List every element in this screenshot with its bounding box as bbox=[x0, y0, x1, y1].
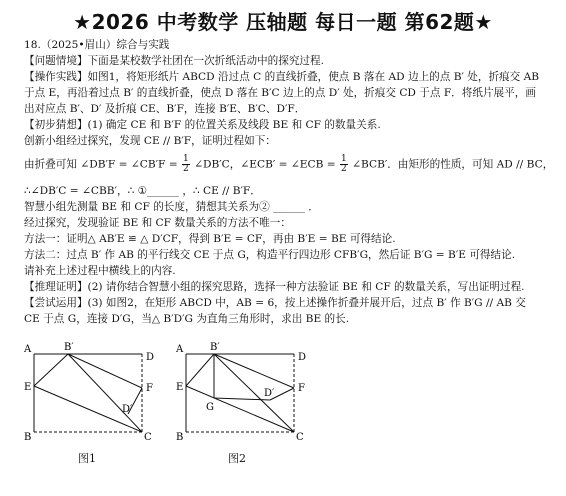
method-two-line: 方法二：过点 B′ 作 AB 的平行线交 CE 于点 G，构造平行四边形 CFB′G，然后证 B′G = B′E 可得结论. bbox=[24, 249, 516, 261]
label-A: A bbox=[24, 344, 32, 355]
operation-line-3: 出对应点 B′、D′ 及折痕 CE、B′F，连接 B′E、B′C、D′F． bbox=[24, 103, 306, 115]
problem-header: 18.（2025•眉山）综合与实践 bbox=[24, 39, 170, 51]
label-D-prime: D′ bbox=[264, 388, 275, 399]
method-one-line: 方法一：证明△ AB′E ≌ △ D′CF，得到 B′E = CF，再由 B′E = BE 可得结论. bbox=[24, 233, 396, 245]
figure-2-diagram bbox=[172, 340, 347, 450]
proof-part-2: ∠DB′C，∠ECB′ = ∠ECB = bbox=[194, 158, 336, 171]
label-E: E bbox=[176, 382, 184, 393]
label-G: G bbox=[206, 402, 214, 413]
figure-2-caption: 图2 bbox=[228, 452, 246, 465]
label-B-prime: B′ bbox=[210, 342, 220, 353]
application-line-1: 【尝试运用】(3) 如图2，在矩形 ABCD 中，AB = 6，按上述操作折叠并展开后，过点 B′ 作 B′G // AB 交 bbox=[24, 297, 526, 309]
label-B-prime: B′ bbox=[64, 342, 74, 353]
label-C: C bbox=[296, 432, 304, 443]
segment-B-prime-C bbox=[214, 354, 294, 432]
operation-line-2: 于点 E，再沿着过点 B′ 的直线折叠，使点 D 落在 B′C 边上的点 D′ 处，折痕交 CD 于点 F．将纸片展平，画 bbox=[24, 87, 536, 99]
segment-G-D-prime bbox=[214, 398, 270, 400]
proof-line bbox=[24, 155, 553, 174]
reasoning-proof-line: 【推理证明】(2) 请你结合智慧小组的探究思路，选择一种方法验证 BE 和 CF 的数量关系，写出证明过程. bbox=[24, 281, 525, 293]
operation-line-1: 【操作实践】如图1，将矩形纸片 ABCD 沿过点 C 的直线折叠，使点 B 落在 AD 边上的点 B′ 处，折痕交 AB bbox=[24, 71, 540, 83]
segment-EB-prime bbox=[34, 354, 68, 386]
crease-CE bbox=[186, 386, 294, 432]
segment-EB-prime bbox=[186, 354, 214, 386]
frac-numerator: 1 bbox=[341, 154, 347, 164]
label-F: F bbox=[146, 383, 153, 394]
label-D: D bbox=[146, 352, 155, 363]
figure-1-diagram bbox=[20, 340, 195, 450]
fraction-half-2 bbox=[340, 155, 348, 174]
label-C: C bbox=[144, 432, 152, 443]
crease-B-prime-F bbox=[68, 354, 142, 388]
label-F: F bbox=[298, 383, 305, 394]
label-D-prime: D′ bbox=[122, 404, 133, 415]
label-B: B bbox=[176, 432, 184, 443]
conjecture-line: 【初步猜想】(1) 确定 CE 和 B′F 的位置关系及线段 BE 和 CF 的数量关系. bbox=[24, 119, 381, 131]
proof-part-1: 由折叠可知 ∠DB′F = ∠CB′F = bbox=[24, 158, 178, 171]
crease-B-prime-F bbox=[214, 354, 294, 388]
methods-intro-line: 经过探究，发现验证 BE 和 CF 数量关系的方法不唯一： bbox=[24, 217, 291, 229]
figure-1-caption: 图1 bbox=[78, 452, 96, 465]
fill-blank-instruction: 请补充上述过程中横线上的内容. bbox=[24, 265, 176, 277]
frac-numerator: 1 bbox=[183, 154, 189, 164]
innovation-group-line: 创新小组经过探究，发现 CE // B′F，证明过程如下： bbox=[24, 135, 276, 147]
frac-denominator: 2 bbox=[341, 164, 347, 174]
application-line-2: CE 于点 G，连接 D′G，当△ B′D′G 为直角三角形时，求出 BE 的长. bbox=[24, 313, 350, 325]
page-title: ★2026 中考数学 压轴题 每日一题 第62题★ bbox=[73, 10, 493, 34]
problem-situation: 【问题情境】下面是某校数学社团在一次折纸活动中的探究过程. bbox=[24, 55, 324, 67]
label-E: E bbox=[24, 382, 32, 393]
proof-conclusion-line: ∴∠DB′C = ∠CBB′，∴ ①______ ，∴ CE // B′F． bbox=[24, 185, 261, 197]
frac-denominator: 2 bbox=[183, 164, 189, 174]
label-D: D bbox=[298, 352, 307, 363]
proof-part-3: ∠BCB′．由矩形的性质，可知 AD // BC， bbox=[352, 158, 554, 171]
wisdom-group-line: 智慧小组先测量 BE 和 CF 的长度，猜想其关系为② ______ ． bbox=[24, 201, 319, 213]
fraction-half-1 bbox=[182, 155, 190, 174]
label-A: A bbox=[176, 344, 184, 355]
segment-B-prime-C bbox=[68, 354, 142, 432]
label-B: B bbox=[24, 432, 32, 443]
